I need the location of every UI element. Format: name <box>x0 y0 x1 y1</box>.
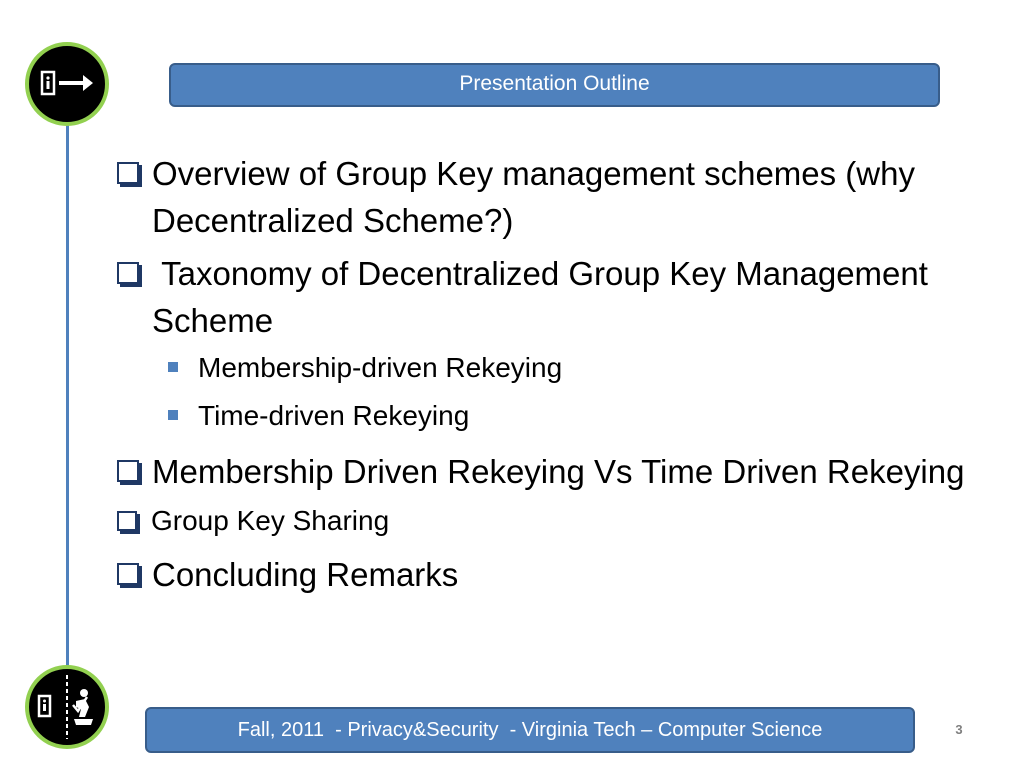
list-item <box>112 551 992 598</box>
checkbox-bullet-icon <box>117 262 139 284</box>
square-bullet-icon <box>168 410 178 420</box>
left-divider-line <box>66 118 69 670</box>
checkbox-bullet-icon <box>117 563 139 585</box>
checkbox-bullet-icon <box>117 162 139 184</box>
door-person-icon <box>25 665 109 749</box>
slide-title: Presentation Outline <box>169 63 940 107</box>
checkbox-bullet-icon <box>117 460 139 482</box>
bullet-text: Group Key Sharing <box>151 505 390 536</box>
bullet-list <box>112 150 992 604</box>
bullet-text: Concluding Remarks <box>152 556 459 593</box>
page-number: 3 <box>955 722 963 737</box>
list-item <box>112 448 992 495</box>
list-item <box>112 499 992 543</box>
list-item <box>112 150 992 244</box>
sub-list-item <box>112 392 992 440</box>
footer-text: Fall, 2011 - Privacy&Security - Virginia Tech – Computer Science <box>145 707 915 753</box>
bullet-text: Time-driven Rekeying <box>198 400 470 431</box>
square-bullet-icon <box>168 362 178 372</box>
bullet-text: Membership Driven Rekeying Vs Time Driven Rekeying <box>152 453 965 490</box>
list-item <box>112 250 992 344</box>
sub-list-item <box>112 344 992 392</box>
bullet-text: Taxonomy of Decentralized Group Key Management Scheme <box>152 255 938 339</box>
bullet-text: Membership-driven Rekeying <box>198 352 563 383</box>
door-exit-arrow-icon <box>25 42 109 126</box>
checkbox-bullet-icon <box>117 511 137 531</box>
bullet-text: Overview of Group Key management schemes (why Decentralized Scheme?) <box>152 155 915 239</box>
